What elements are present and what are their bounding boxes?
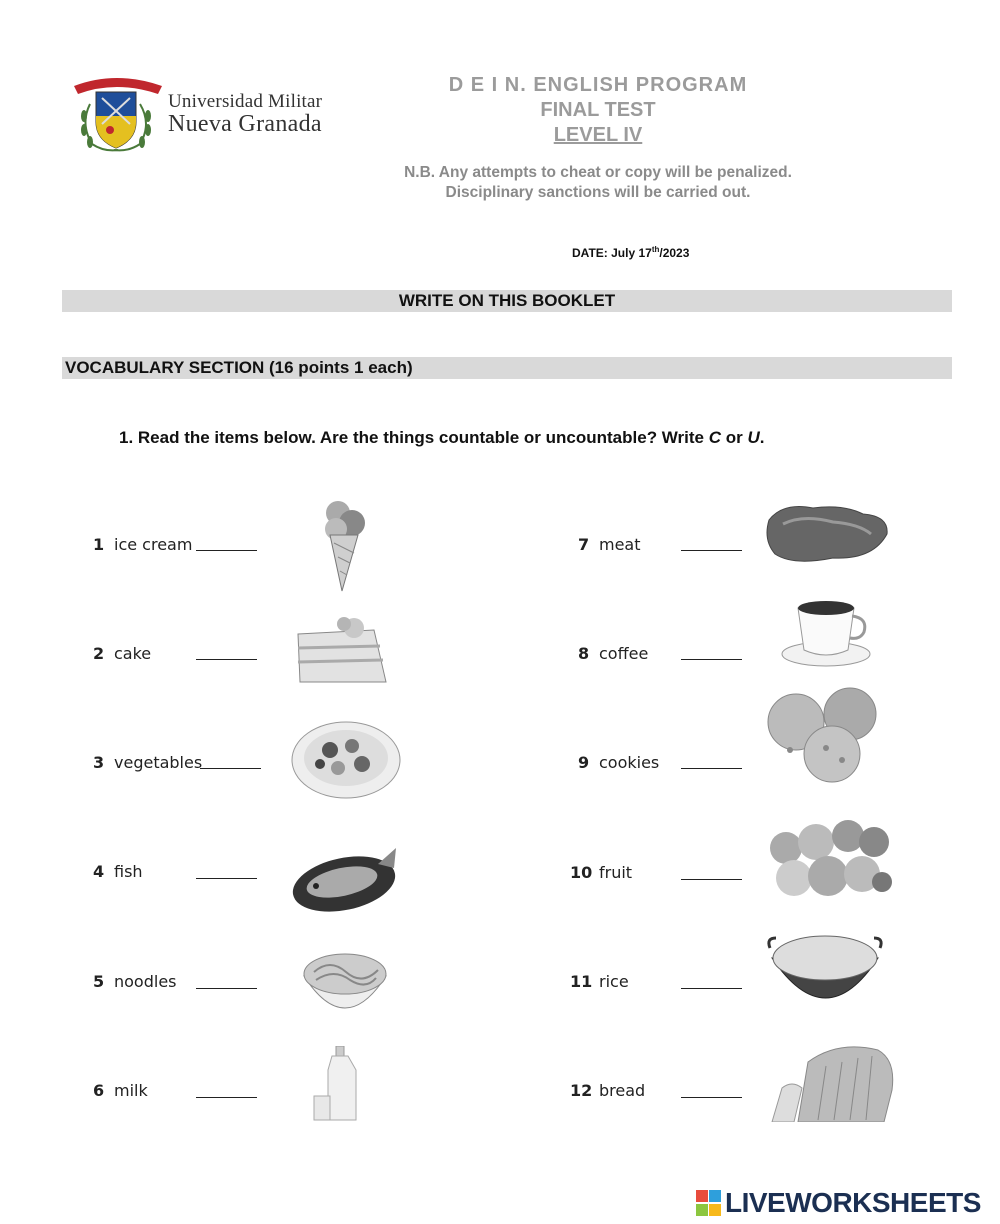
level-title: LEVEL IV	[553, 124, 643, 146]
instruction-c: C	[708, 428, 722, 447]
answer-blank[interactable]	[681, 550, 742, 551]
vegetables-icon	[290, 720, 402, 800]
program-title: D E I N. ENGLISH PROGRAM	[448, 74, 748, 96]
milk-icon	[312, 1046, 362, 1122]
item-word: bread	[599, 1081, 646, 1100]
instruction-or: or	[721, 428, 748, 447]
item-word: vegetables	[114, 753, 203, 772]
item-word: fish	[114, 862, 143, 881]
instruction	[119, 428, 764, 448]
item-number: 12	[570, 1081, 593, 1100]
coffee-icon	[780, 598, 872, 670]
answer-blank[interactable]	[196, 878, 257, 879]
item-word: cookies	[599, 753, 660, 772]
item-number: 1	[93, 535, 105, 554]
cookies-icon	[766, 686, 884, 784]
item-number: 2	[93, 644, 105, 663]
item-word: noodles	[114, 972, 177, 991]
item-word: fruit	[599, 863, 633, 882]
instruction-end: .	[759, 428, 765, 447]
warning-line1: N.B. Any attempts to cheat or copy will be penalized.	[404, 164, 792, 181]
item-number: 9	[578, 753, 590, 772]
booklet-banner: WRITE ON THIS BOOKLET	[62, 290, 952, 312]
date-sup: th	[651, 245, 660, 254]
answer-blank[interactable]	[196, 550, 257, 551]
date-prefix: DATE: July 17	[572, 246, 652, 260]
cake-icon	[294, 612, 390, 692]
liveworksheets-logo-icon	[696, 1190, 722, 1218]
ice-cream-icon	[312, 493, 376, 593]
answer-blank[interactable]	[681, 988, 742, 989]
item-word: rice	[599, 972, 629, 991]
university-name	[168, 91, 323, 137]
item-word: milk	[114, 1081, 148, 1100]
item-number: 4	[93, 862, 105, 881]
item-word: meat	[599, 535, 641, 554]
item-word: ice cream	[114, 535, 193, 554]
answer-blank[interactable]	[681, 1097, 742, 1098]
answer-blank[interactable]	[200, 768, 261, 769]
test-title: FINAL TEST	[540, 99, 656, 121]
item-number: 11	[570, 972, 593, 991]
meat-icon	[763, 500, 891, 568]
item-word: coffee	[599, 644, 649, 663]
item-number: 8	[578, 644, 590, 663]
item-number: 10	[570, 863, 593, 882]
rice-icon	[766, 928, 884, 1018]
section-title: VOCABULARY SECTION (16 points 1 each)	[62, 357, 952, 379]
instruction-text: 1. Read the items below. Are the things countable or uncountable? Write	[119, 428, 709, 447]
item-number: 5	[93, 972, 105, 991]
answer-blank[interactable]	[681, 879, 742, 880]
warning-line2: Disciplinary sanctions will be carried out.	[445, 184, 751, 201]
item-number: 3	[93, 753, 105, 772]
bread-icon	[768, 1040, 896, 1122]
item-number: 7	[578, 535, 590, 554]
item-number: 6	[93, 1081, 105, 1100]
answer-blank[interactable]	[196, 988, 257, 989]
answer-blank[interactable]	[681, 659, 742, 660]
test-date	[572, 245, 689, 260]
fish-icon	[290, 842, 402, 914]
answer-blank[interactable]	[196, 659, 257, 660]
warning-note	[348, 163, 848, 203]
instruction-u: U	[747, 428, 760, 447]
noodles-icon	[300, 950, 390, 1028]
university-name-line1: Universidad Militar	[168, 91, 323, 112]
fruit-icon	[764, 812, 894, 904]
answer-blank[interactable]	[681, 768, 742, 769]
university-name-line2: Nueva Granada	[168, 111, 322, 137]
liveworksheets-brand: LIVEWORKSHEETS	[725, 1187, 981, 1218]
item-word: cake	[114, 644, 152, 663]
date-suffix: /2023	[659, 246, 690, 260]
answer-blank[interactable]	[196, 1097, 257, 1098]
